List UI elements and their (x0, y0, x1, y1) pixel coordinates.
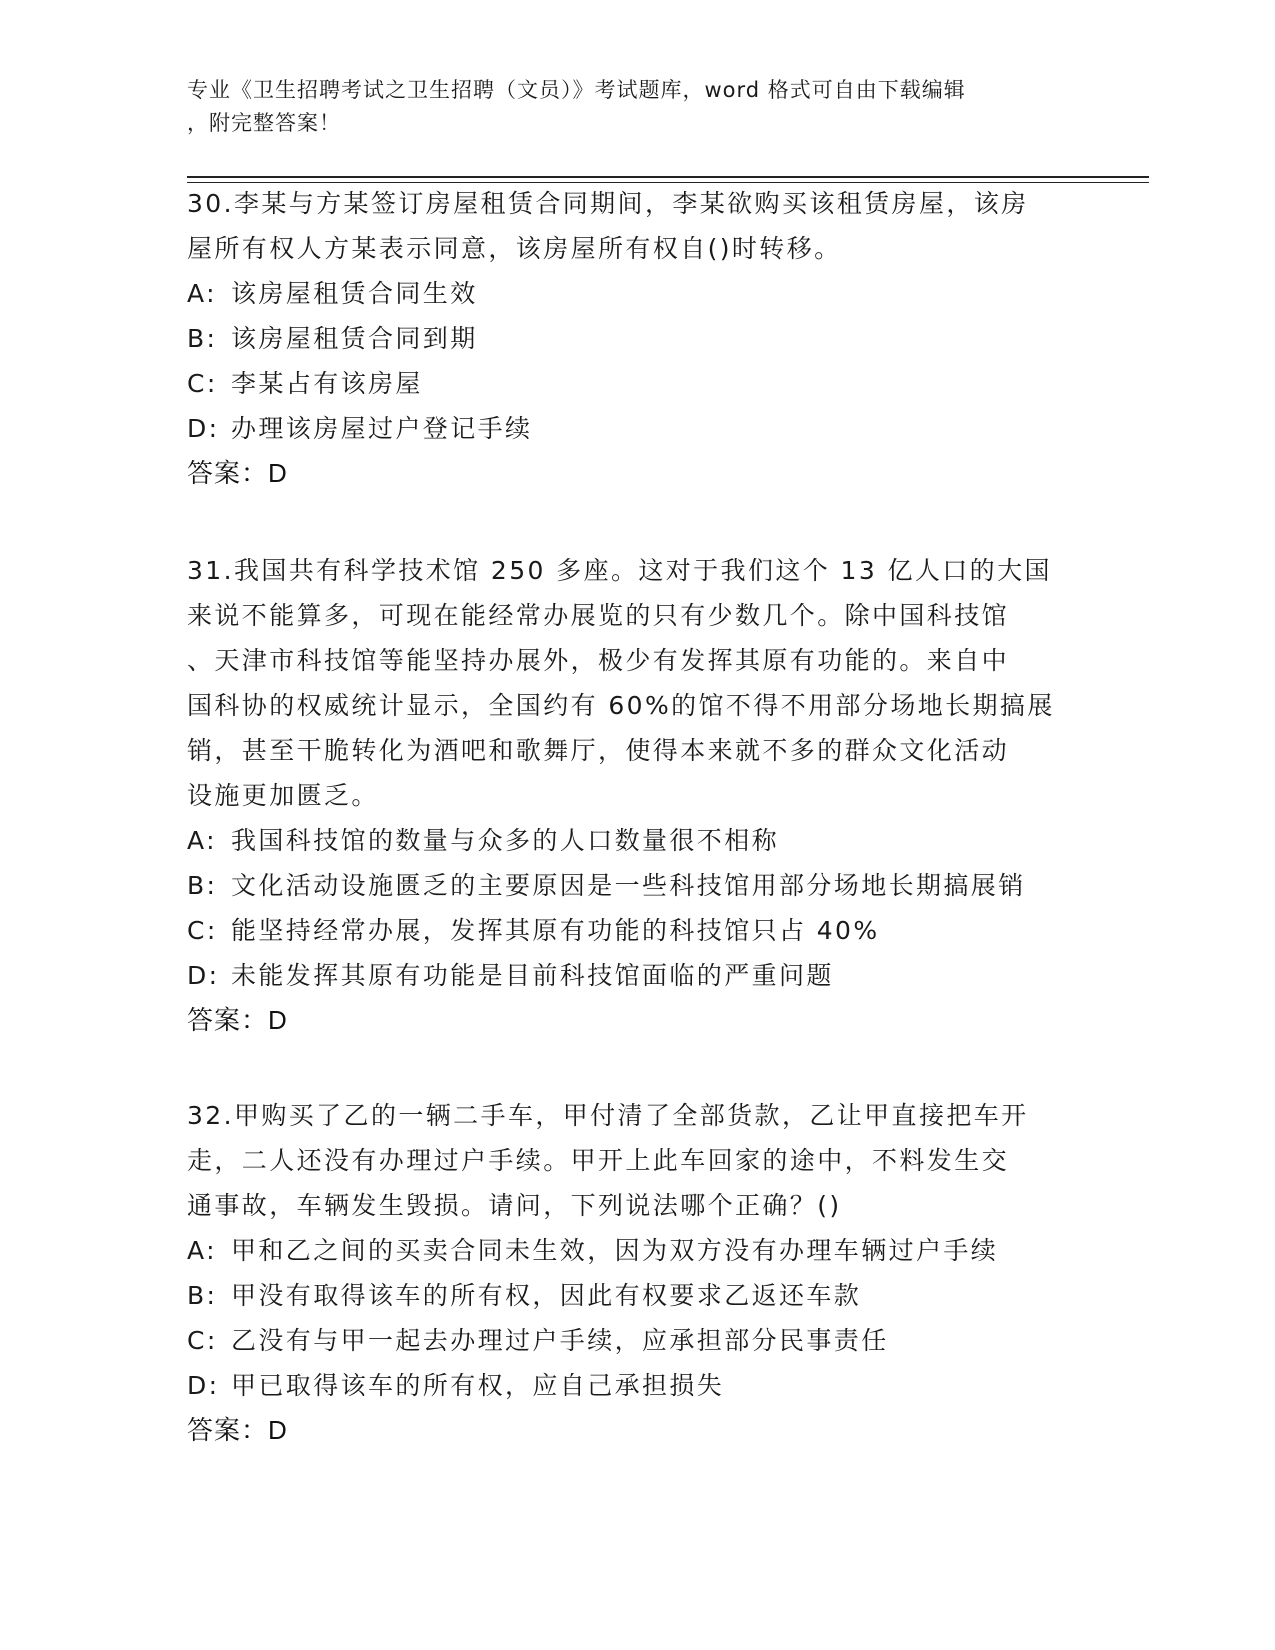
option-text: 乙没有与甲一起去办理过户手续，应承担部分民事责任 (231, 1326, 889, 1355)
option-text: 文化活动设施匮乏的主要原因是一些科技馆用部分场地长期搞展销 (231, 871, 1026, 900)
question-stem (187, 181, 1087, 271)
option-letter: A: (187, 1236, 217, 1265)
option-text: 甲没有取得该车的所有权，因此有权要求乙返还车款 (231, 1281, 862, 1310)
option-letter: A: (187, 826, 217, 855)
option-a (187, 1228, 1087, 1273)
answer-label: 答案：D (187, 1415, 288, 1445)
stem-line: 设施更加匮乏。 (187, 781, 379, 810)
stem-line: 32.甲购买了乙的一辆二手车，甲付清了全部货款，乙让甲直接把车开 (187, 1101, 1029, 1130)
stem-line: 来说不能算多，可现在能经常办展览的只有少数几个。除中国科技馆 (187, 601, 1010, 630)
option-letter: C: (187, 369, 218, 398)
option-a (187, 271, 1087, 316)
option-letter: D: (187, 961, 220, 990)
option-letter: C: (187, 916, 218, 945)
stem-line: 、天津市科技馆等能坚持办展外，极少有发挥其原有功能的。来自中 (187, 646, 1010, 675)
header-line-2: ，附完整答案！ (187, 111, 341, 135)
option-b (187, 316, 1087, 361)
option-text: 未能发挥其原有功能是目前科技馆面临的严重问题 (231, 961, 834, 990)
option-letter: B: (187, 871, 218, 900)
option-b (187, 863, 1087, 908)
option-text: 甲和乙之间的买卖合同未生效，因为双方没有办理车辆过户手续 (231, 1236, 999, 1265)
question-stem (187, 1093, 1087, 1228)
option-letter: D: (187, 1371, 220, 1400)
stem-line: 屋所有权人方某表示同意，该房屋所有权自()时转移。 (187, 234, 842, 263)
option-letter: B: (187, 324, 218, 353)
question-30 (187, 181, 1087, 496)
answer-label: 答案：D (187, 458, 288, 488)
stem-line: 销，甚至干脆转化为酒吧和歌舞厅，使得本来就不多的群众文化活动 (187, 736, 1010, 765)
option-a (187, 818, 1087, 863)
option-text: 我国科技馆的数量与众多的人口数量很不相称 (231, 826, 780, 855)
header-divider-thick (187, 176, 1149, 178)
option-d (187, 953, 1087, 998)
document-header (187, 74, 1067, 140)
stem-line: 通事故，车辆发生毁损。请问，下列说法哪个正确？() (187, 1191, 842, 1220)
option-c (187, 361, 1087, 406)
stem-line: 31.我国共有科学技术馆 250 多座。这对于我们这个 13 亿人口的大国 (187, 556, 1052, 585)
header-line-1: 专业《卫生招聘考试之卫生招聘（文员）》考试题库，word 格式可自由下载编辑 (187, 78, 966, 102)
option-text: 办理该房屋过户登记手续 (231, 414, 533, 443)
option-letter: D: (187, 414, 220, 443)
question-31 (187, 548, 1087, 1043)
question-stem (187, 548, 1087, 818)
option-c (187, 1318, 1087, 1363)
stem-line: 国科协的权威统计显示，全国约有 60%的馆不得不用部分场地长期搞展 (187, 691, 1055, 720)
option-text: 该房屋租赁合同生效 (231, 279, 478, 308)
option-letter: B: (187, 1281, 218, 1310)
option-letter: C: (187, 1326, 218, 1355)
answer-label: 答案：D (187, 1005, 288, 1035)
stem-line: 30.李某与方某签订房屋租赁合同期间，李某欲购买该租赁房屋，该房 (187, 189, 1029, 218)
option-d (187, 1363, 1087, 1408)
question-32 (187, 1093, 1087, 1453)
option-b (187, 1273, 1087, 1318)
option-text: 甲已取得该车的所有权，应自己承担损失 (231, 1371, 725, 1400)
stem-line: 走，二人还没有办理过户手续。甲开上此车回家的途中，不料发生交 (187, 1146, 1010, 1175)
option-letter: A: (187, 279, 217, 308)
option-c (187, 908, 1087, 953)
option-text: 该房屋租赁合同到期 (231, 324, 478, 353)
option-text: 李某占有该房屋 (231, 369, 423, 398)
option-text: 能坚持经常办展，发挥其原有功能的科技馆只占 40% (231, 916, 880, 945)
option-d (187, 406, 1087, 451)
